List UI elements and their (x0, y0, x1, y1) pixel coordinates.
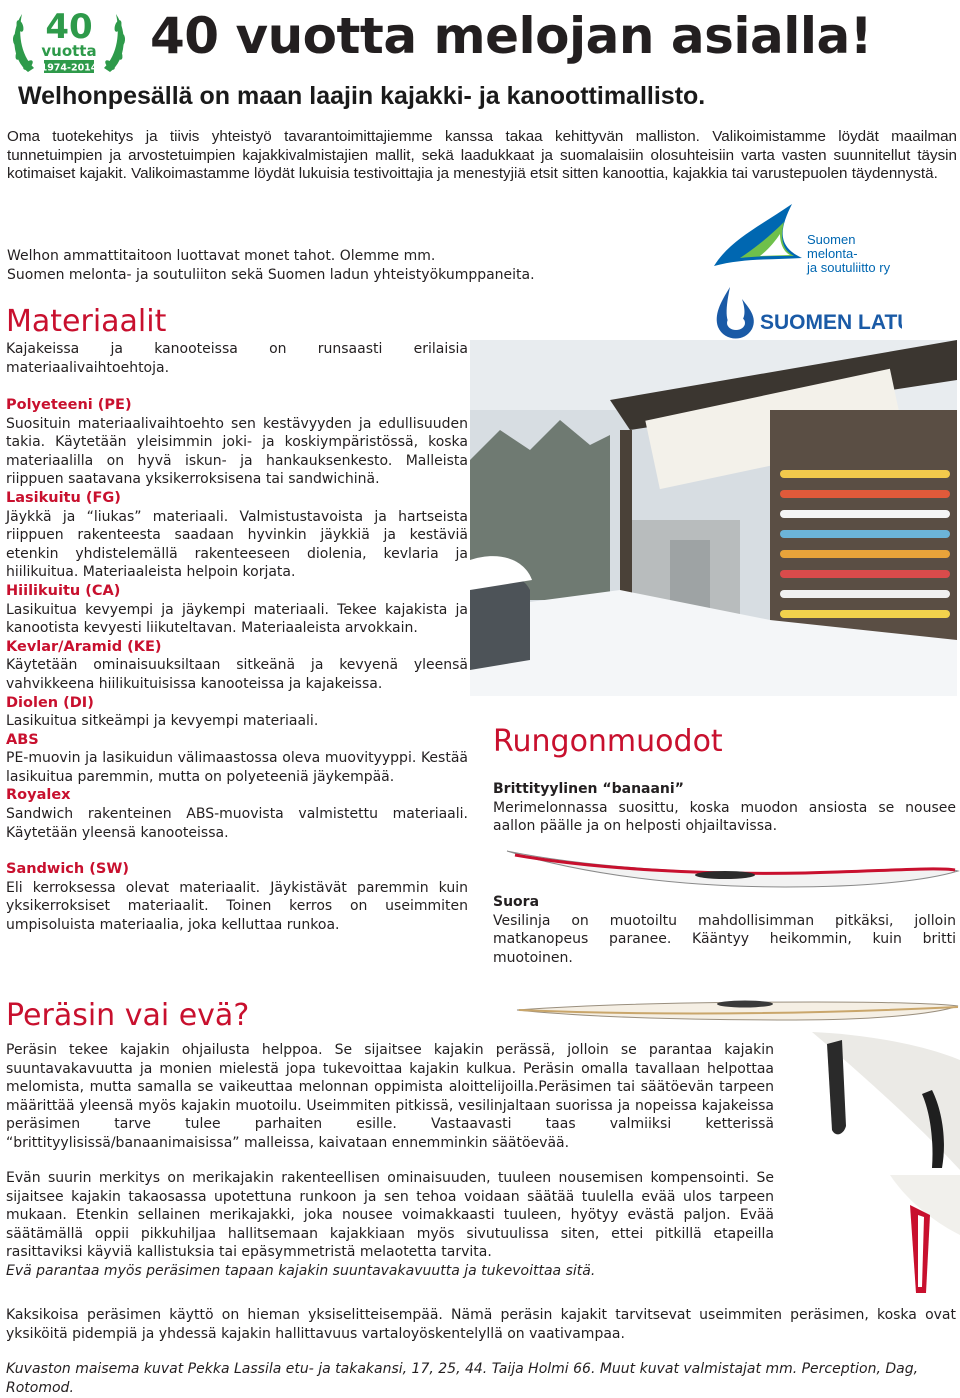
material-text: Lasikuitua kevyempi ja jäykempi materiaali. Tekee kajakista ja kanootista kevyesti liikuteltavan. Materiaaleista arvokkain. (6, 601, 468, 637)
material-item (6, 582, 468, 638)
hull-british-title: Brittityylinen “banaani” (493, 781, 684, 797)
sml-logo-line-1: Suomen (807, 232, 856, 247)
materiaalit-intro: Kajakeissa ja kanooteissa on runsaasti erilaisia materiaalivaihtoehtoja. (6, 341, 468, 376)
intro-paragraph: Oma tuotekehitys ja tiivis yhteistyö tavarantoimittajiemme kanssa takaa kehittyvän malliston. Valikoimistamme löydät maailman tunnetuimpien ja arvostetuimpien kajakkivalmistajien mallit, sekä laadukkaat ja suomalaisiin olosuhteisiin varta vasten suunnitellut täysin kotimaiset kajakit. Valikoimastamme löydät lukuisia testivoittajia ja menestyjiä etsit sitten kanoottia, kajakkia tai varustepuolen täydennystä. (7, 128, 957, 183)
anniversary-logo (8, 2, 130, 84)
hull-straight-text: Vesilinja on muotoiltu mahdollisimman pitkäksi, jolloin matkanopeus paranee. Kääntyy heikommin, kuin britti muotoinen. (493, 912, 956, 966)
page-title: 40 vuotta melojan asialla! (150, 7, 873, 65)
perasin-heading: Peräsin vai evä? (6, 998, 250, 1033)
partners-text (7, 247, 707, 284)
material-text: PE-muovin ja lasikuidun välimaastossa oleva muovityyppi. Kestää lasikuitua paremmin, mutta on polyeteeniä jäykempää. (6, 750, 468, 785)
straight-kayak-image (515, 990, 960, 1030)
material-item (6, 489, 468, 582)
rudder-paragraph: Peräsin tekee kajakin ohjailusta helppoa. Se sijaitsee kajakin perässä, jolloin se parantaa kajakin suuntavakavuutta ja monien mielestä jopa tukevoittaa kajakin kulkua. Peräsin omalla tavallaan helpottaa melomista, mutta samalla se vaikeuttaa melonnan oppimista aloittelijoilla.Peräsimen tai säätöevän tarpeen määrittää yleensä myös kajakin muotoilu. Useimmiten pitkissä, vesilinjaltaan suorissa ja nopeissa kajakeissa peräsimen tarve tulee parhaiten esille. Vastaavasti taas valmiiksi ketterissä “brittityylisissä/banaanimaisissa” malleissa, kaivataan ennemminkin säätöevää. (6, 1042, 774, 1151)
materials-list (6, 396, 468, 935)
logo-word: vuotta (41, 42, 97, 60)
material-name: Royalex (6, 787, 71, 804)
british-kayak-image (505, 845, 960, 895)
partners-line-2: Suomen melonta- ja soutuliiton sekä Suomen ladun yhteistyökumppaneita. (7, 266, 535, 283)
material-text: Käytetään ominaisuuksiltaan sitkeänä ja kevyenä yleensä vahvikkeena hiilikuituisissa kanooteissa ja kajakeissa. (6, 657, 468, 692)
material-item (6, 786, 468, 842)
material-text: Sandwich rakenteinen ABS-muovista valmistettu materiaali. Käytetään yleensä kanooteissa. (6, 806, 468, 841)
sml-logo-line-2: melonta- (807, 246, 858, 261)
material-item (6, 396, 468, 489)
material-item (6, 731, 468, 787)
logo-number: 40 (45, 7, 93, 47)
hull-straight (493, 893, 956, 967)
material-item (6, 860, 468, 934)
materiaalit-heading: Materiaalit (6, 304, 167, 339)
rungonmuodot-heading: Rungonmuodot (493, 724, 723, 759)
photo-credits: Kuvaston maisema kuvat Pekka Lassila etu- ja takakansi, 17, 25, 44. Taija Holmi 66. Muut kuvat valmistajat mm. Perception, Dag, Rotomod. (6, 1361, 919, 1396)
skeg-image (870, 1175, 960, 1295)
sml-logo-line-3: ja soutuliitto ry (807, 260, 891, 275)
double-kayak-paragraph: Kaksikoisa peräsimen käyttö on hieman yksiselitteisempää. Nämä peräsin kajakit tarvitsevat useimmiten peräsimen, koska ovat yksiköitä pidempiä ja yhdessä kajakin hallittavuus vartaloyöskentelyllä on vaativampaa. (6, 1307, 956, 1342)
material-name: Diolen (DI) (6, 694, 94, 711)
hull-british (493, 780, 956, 836)
hull-british-text: Merimelonnassa suosittu, koska muodon ansiosta se nousee aallon päälle ja on helposti ohjailtavissa. (493, 799, 956, 835)
latu-logo-text: SUOMEN LATU (760, 311, 902, 334)
boat-shed-photo (470, 340, 957, 696)
hull-straight-title: Suora (493, 894, 540, 910)
material-item (6, 694, 468, 731)
material-item (6, 638, 468, 694)
skeg-text-italic: Evä parantaa myös peräsimen tapaan kajakin suuntavakavuutta ja tukevoittaa sitä. (6, 1262, 596, 1279)
material-name: ABS (6, 731, 39, 748)
material-name: Lasikuitu (FG) (6, 489, 121, 506)
material-text: Jäykkä ja “liukas” materiaali. Valmistustavoista ja hartseista riippuen rakenteesta saadaan hyvinkin jäykkiä ja kestäviä etenkin yhdistelemällä rakenteeseen diolenia, kevlaria ja hiilikuitua. Materiaaleista helpoin korjata. (6, 508, 468, 581)
partners-line-1: Welhon ammattitaitoon luottavat monet tahot. Olemme mm. (7, 248, 436, 264)
material-text: Eli kerroksessa olevat materiaalit. Jäykistävät paremmin kuin yksikerroksiset materiaalit. Toinen kerros on useimmiten umpisoluista materiaalia, joka kelluttaa runkoa. (6, 879, 468, 934)
material-text: Suosituin materiaalivaihtoehto sen kestävyyden ja edullisuuden takia. Käytetään yleisimmin joki- ja koskiympäristössä, koska materiaalilla on hyvä iskun- ja hankauksenkesto. Malleista riippuen saatavana yksikerroksisena tai sandwichinä. (6, 415, 468, 488)
sml-logo (710, 200, 910, 282)
skeg-text: Evän suurin merkitys on merikajakin rakenteellisen ominaisuuden, tuuleen nousemisen kompensointi. Se sijaitsee kajakin takaosassa upotettuna runkoon ja sen tehoa voidaan säätää tuulella evää ulos tarpeen mukaan. Etenkin sellainen merikajakki, joka nousee voimakkaasti tuuleen, hyötyy evästä paljon. Evää säätämällä oppii pikkuhiljaa hallitsemaan kajakkiaan myös sivutuulissa siten, ettei pitkillä etapeilla rasittaviksi käyviä kallistuksia tai epäsymmetristä melaotetta tarvita. (6, 1170, 774, 1261)
skeg-paragraph (6, 1169, 774, 1281)
suomen-latu-logo (712, 285, 902, 345)
logo-years: 1974-2014 (40, 62, 98, 74)
rudder-image (782, 1030, 960, 1170)
material-name: Hiilikuitu (CA) (6, 582, 121, 599)
material-name: Kevlar/Aramid (KE) (6, 638, 162, 655)
material-text: Lasikuitua sitkeämpi ja kevyempi materiaali. (6, 713, 319, 730)
page-subtitle: Welhonpesällä on maan laajin kajakki- ja kanoottimallisto. (18, 82, 706, 110)
material-name: Polyeteeni (PE) (6, 397, 132, 413)
material-name: Sandwich (SW) (6, 861, 129, 878)
